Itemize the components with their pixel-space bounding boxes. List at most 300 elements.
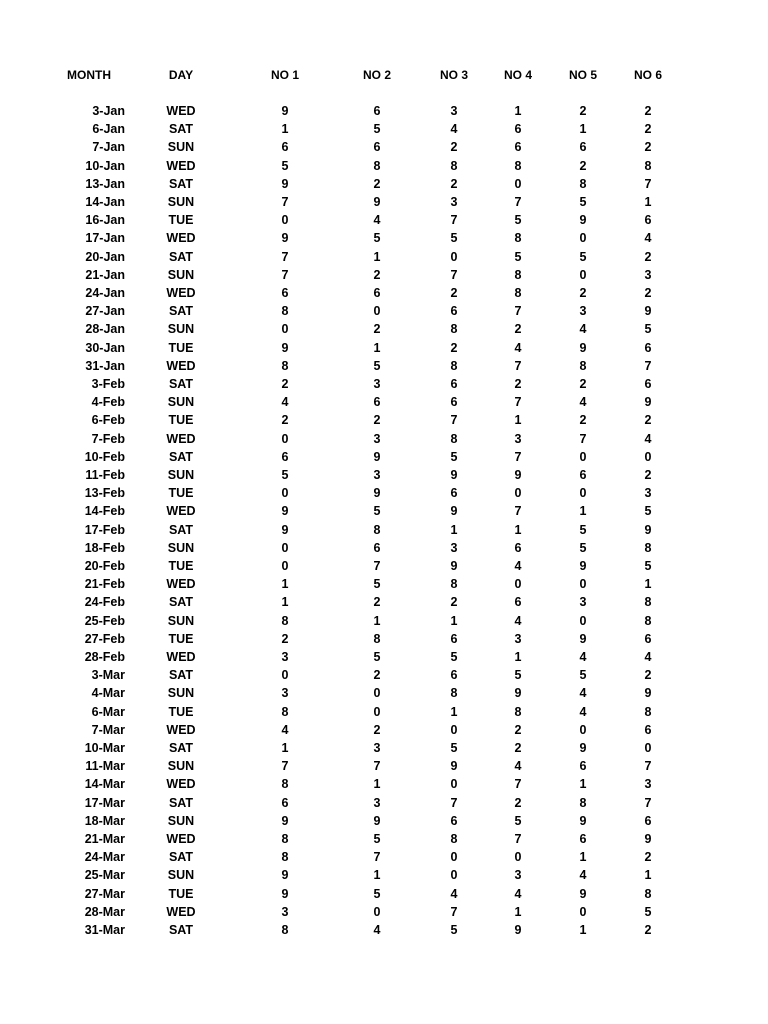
day-cell: WED — [166, 504, 196, 519]
no4-cell: 2 — [514, 722, 522, 737]
no6-cell: 7 — [644, 759, 652, 774]
no3-cell: 5 — [450, 231, 458, 246]
month-cell: 17-Mar — [84, 795, 125, 810]
header-month: MONTH — [67, 68, 111, 82]
no6-cell: 6 — [644, 631, 652, 646]
month-cell: 7-Mar — [91, 722, 125, 737]
no4-cell: 0 — [514, 486, 522, 501]
day-cell: SAT — [168, 795, 194, 810]
table-row — [0, 757, 768, 775]
month-cell: 17-Jan — [85, 231, 125, 246]
no2-cell: 9 — [373, 195, 381, 209]
no4-cell: 0 — [514, 577, 522, 592]
no3-cell: 0 — [450, 722, 458, 737]
no3-cell: 5 — [450, 449, 458, 464]
no2-cell: 6 — [373, 395, 381, 410]
no4-cell: 8 — [514, 286, 522, 300]
no4-cell: 9 — [514, 468, 522, 482]
no2-cell: 8 — [373, 631, 381, 646]
month-cell: 16-Jan — [85, 213, 125, 228]
day-cell: WED — [166, 650, 196, 664]
month-cell: 13-Feb — [84, 486, 125, 501]
no1-cell: 9 — [281, 104, 289, 118]
table-row — [0, 866, 768, 884]
month-cell: 6-Mar — [91, 704, 125, 719]
table-row — [0, 830, 768, 848]
no2-cell: 8 — [373, 522, 381, 537]
no5-cell: 8 — [579, 176, 587, 191]
no4-cell: 1 — [514, 904, 522, 919]
no6-cell: 1 — [644, 195, 652, 209]
no2-cell: 1 — [373, 340, 381, 355]
no4-cell: 2 — [514, 795, 522, 810]
no5-cell: 6 — [579, 140, 587, 155]
table-row — [0, 903, 768, 921]
no1-cell: 9 — [281, 522, 289, 537]
no5-cell: 6 — [579, 759, 587, 774]
day-cell: SUN — [167, 613, 195, 628]
day-cell: WED — [166, 358, 196, 373]
no3-cell: 3 — [450, 195, 458, 209]
no4-cell: 2 — [514, 322, 522, 337]
no6-cell: 4 — [644, 231, 652, 246]
no3-cell: 3 — [450, 104, 458, 118]
no2-cell: 2 — [373, 176, 381, 191]
no3-cell: 0 — [450, 868, 458, 883]
day-cell: WED — [166, 577, 196, 592]
no5-cell: 8 — [579, 795, 587, 810]
table-row — [0, 466, 768, 484]
no3-cell: 1 — [450, 522, 458, 537]
table-row — [0, 120, 768, 138]
no3-cell: 0 — [450, 850, 458, 865]
no4-cell: 4 — [514, 613, 522, 628]
no3-cell: 1 — [450, 704, 458, 719]
month-cell: 28-Jan — [85, 322, 125, 337]
table-row — [0, 211, 768, 229]
day-cell: SUN — [167, 686, 195, 701]
table-row — [0, 284, 768, 302]
no4-cell: 0 — [514, 850, 522, 865]
no2-cell: 2 — [373, 413, 381, 428]
month-cell: 11-Mar — [85, 759, 125, 774]
no3-cell: 8 — [450, 322, 458, 337]
month-cell: 30-Jan — [85, 340, 125, 355]
day-cell: SAT — [168, 304, 194, 319]
no1-cell: 8 — [281, 358, 289, 373]
header-no4: NO 4 — [503, 68, 532, 82]
table-row — [0, 339, 768, 357]
no6-cell: 5 — [644, 904, 652, 919]
no5-cell: 5 — [579, 195, 587, 209]
no4-cell: 4 — [514, 886, 522, 901]
table-row — [0, 248, 768, 266]
day-cell: TUE — [168, 413, 194, 428]
no5-cell: 2 — [579, 377, 587, 391]
no3-cell: 7 — [450, 267, 458, 282]
table-row — [0, 229, 768, 247]
no5-cell: 4 — [579, 322, 587, 337]
month-cell: 14-Feb — [84, 504, 125, 519]
day-cell: SUN — [167, 140, 195, 155]
no3-cell: 6 — [450, 304, 458, 319]
no4-cell: 9 — [514, 923, 522, 937]
no2-cell: 5 — [373, 231, 381, 246]
no5-cell: 4 — [579, 395, 587, 410]
no4-cell: 8 — [514, 231, 522, 246]
table-row — [0, 812, 768, 830]
no2-cell: 1 — [373, 777, 381, 792]
no6-cell: 8 — [644, 540, 652, 555]
header-day: DAY — [168, 68, 194, 82]
day-cell: SAT — [168, 449, 194, 464]
day-cell: WED — [166, 104, 196, 118]
no1-cell: 9 — [281, 886, 289, 901]
no5-cell: 9 — [579, 741, 587, 755]
month-cell: 4-Mar — [91, 686, 125, 701]
no6-cell: 2 — [644, 468, 652, 482]
no4-cell: 3 — [514, 868, 522, 883]
no1-cell: 7 — [281, 195, 289, 209]
no4-cell: 4 — [514, 340, 522, 355]
no5-cell: 4 — [579, 704, 587, 719]
day-cell: SUN — [167, 868, 195, 883]
no6-cell: 6 — [644, 722, 652, 737]
no6-cell: 9 — [644, 686, 652, 701]
no6-cell: 1 — [644, 868, 652, 883]
day-cell: SUN — [167, 759, 195, 774]
no2-cell: 3 — [373, 431, 381, 446]
no1-cell: 0 — [281, 668, 289, 683]
no3-cell: 8 — [450, 577, 458, 592]
month-cell: 20-Feb — [84, 559, 125, 573]
no2-cell: 0 — [373, 686, 381, 701]
month-cell: 13-Jan — [85, 176, 125, 191]
no1-cell: 8 — [281, 850, 289, 865]
no4-cell: 3 — [514, 431, 522, 446]
month-cell: 14-Mar — [84, 777, 125, 792]
no1-cell: 2 — [281, 413, 289, 428]
day-cell: TUE — [168, 486, 194, 501]
no5-cell: 1 — [579, 850, 587, 865]
no1-cell: 4 — [281, 395, 289, 410]
no5-cell: 2 — [579, 286, 587, 300]
day-cell: SAT — [168, 377, 194, 391]
day-cell: SAT — [168, 249, 194, 264]
no6-cell: 2 — [644, 413, 652, 428]
day-cell: TUE — [168, 886, 194, 901]
day-cell: TUE — [168, 559, 194, 573]
day-cell: SAT — [168, 176, 194, 191]
table-row — [0, 157, 768, 175]
no1-cell: 9 — [281, 176, 289, 191]
no6-cell: 2 — [644, 286, 652, 300]
no3-cell: 2 — [450, 595, 458, 610]
table-row — [0, 193, 768, 211]
no1-cell: 8 — [281, 704, 289, 719]
no4-cell: 1 — [514, 413, 522, 428]
month-cell: 3-Feb — [91, 377, 125, 391]
table-row — [0, 393, 768, 411]
no6-cell: 9 — [644, 304, 652, 319]
table-row — [0, 521, 768, 539]
month-cell: 17-Feb — [84, 522, 125, 537]
no1-cell: 9 — [281, 504, 289, 519]
month-cell: 21-Feb — [84, 577, 125, 592]
no2-cell: 5 — [373, 832, 381, 846]
no2-cell: 8 — [373, 158, 381, 173]
no2-cell: 3 — [373, 795, 381, 810]
no3-cell: 8 — [450, 832, 458, 846]
no2-cell: 6 — [373, 140, 381, 155]
no2-cell: 5 — [373, 886, 381, 901]
day-cell: SUN — [167, 395, 195, 410]
day-cell: SAT — [168, 668, 194, 683]
no4-cell: 8 — [514, 704, 522, 719]
no6-cell: 5 — [644, 559, 652, 573]
no6-cell: 8 — [644, 158, 652, 173]
month-cell: 27-Feb — [84, 631, 125, 646]
no3-cell: 4 — [450, 122, 458, 137]
no5-cell: 0 — [579, 613, 587, 628]
day-cell: TUE — [168, 213, 194, 228]
no1-cell: 0 — [281, 559, 289, 573]
no4-cell: 2 — [514, 741, 522, 755]
no6-cell: 5 — [644, 504, 652, 519]
no5-cell: 4 — [579, 650, 587, 664]
no3-cell: 1 — [450, 613, 458, 628]
no5-cell: 0 — [579, 577, 587, 592]
no1-cell: 2 — [281, 631, 289, 646]
no1-cell: 6 — [281, 795, 289, 810]
month-cell: 10-Feb — [84, 449, 125, 464]
no2-cell: 1 — [373, 249, 381, 264]
no5-cell: 7 — [579, 431, 587, 446]
month-cell: 28-Feb — [84, 650, 125, 664]
no2-cell: 5 — [373, 504, 381, 519]
month-cell: 21-Jan — [85, 267, 125, 282]
header-row — [0, 66, 768, 84]
month-cell: 27-Jan — [85, 304, 125, 319]
no1-cell: 0 — [281, 540, 289, 555]
day-cell: SAT — [168, 595, 194, 610]
no2-cell: 6 — [373, 104, 381, 118]
no3-cell: 9 — [450, 504, 458, 519]
month-cell: 10-Mar — [84, 741, 125, 755]
no3-cell: 5 — [450, 650, 458, 664]
no4-cell: 6 — [514, 540, 522, 555]
no6-cell: 0 — [644, 449, 652, 464]
no3-cell: 6 — [450, 668, 458, 683]
day-cell: SUN — [167, 468, 195, 482]
no2-cell: 3 — [373, 377, 381, 391]
header-no3: NO 3 — [439, 68, 468, 82]
no4-cell: 5 — [514, 213, 522, 228]
no1-cell: 8 — [281, 923, 289, 937]
no6-cell: 9 — [644, 522, 652, 537]
no2-cell: 3 — [373, 468, 381, 482]
header-no1: NO 1 — [270, 68, 299, 82]
no2-cell: 2 — [373, 722, 381, 737]
month-cell: 3-Jan — [92, 104, 125, 118]
day-cell: SUN — [167, 540, 195, 555]
no4-cell: 1 — [514, 522, 522, 537]
no1-cell: 0 — [281, 486, 289, 501]
no3-cell: 6 — [450, 486, 458, 501]
no3-cell: 6 — [450, 395, 458, 410]
table-row — [0, 320, 768, 338]
no5-cell: 3 — [579, 304, 587, 319]
day-cell: SUN — [167, 813, 195, 828]
table-row — [0, 775, 768, 793]
no5-cell: 1 — [579, 504, 587, 519]
no4-cell: 4 — [514, 759, 522, 774]
month-cell: 14-Jan — [85, 195, 125, 209]
no1-cell: 5 — [281, 468, 289, 482]
month-cell: 11-Feb — [85, 468, 125, 482]
no6-cell: 6 — [644, 813, 652, 828]
no3-cell: 9 — [450, 468, 458, 482]
no2-cell: 0 — [373, 704, 381, 719]
no4-cell: 7 — [514, 832, 522, 846]
table-row — [0, 448, 768, 466]
no2-cell: 1 — [373, 868, 381, 883]
month-cell: 24-Jan — [85, 286, 125, 300]
no1-cell: 4 — [281, 722, 289, 737]
month-cell: 20-Jan — [85, 249, 125, 264]
day-cell: SAT — [168, 741, 194, 755]
day-cell: TUE — [168, 631, 194, 646]
table-row — [0, 102, 768, 120]
no6-cell: 2 — [644, 850, 652, 865]
no2-cell: 4 — [373, 213, 381, 228]
no4-cell: 9 — [514, 686, 522, 701]
no2-cell: 0 — [373, 304, 381, 319]
no1-cell: 9 — [281, 868, 289, 883]
table-row — [0, 484, 768, 502]
no6-cell: 1 — [644, 577, 652, 592]
month-cell: 7-Feb — [91, 431, 125, 446]
no2-cell: 9 — [373, 486, 381, 501]
no1-cell: 6 — [281, 449, 289, 464]
no2-cell: 5 — [373, 358, 381, 373]
no6-cell: 8 — [644, 886, 652, 901]
no3-cell: 7 — [450, 413, 458, 428]
no2-cell: 3 — [373, 741, 381, 755]
no5-cell: 9 — [579, 559, 587, 573]
no5-cell: 4 — [579, 686, 587, 701]
no1-cell: 9 — [281, 340, 289, 355]
no6-cell: 8 — [644, 704, 652, 719]
no3-cell: 8 — [450, 358, 458, 373]
no1-cell: 3 — [281, 650, 289, 664]
no1-cell: 6 — [281, 286, 289, 300]
no5-cell: 9 — [579, 631, 587, 646]
month-cell: 6-Feb — [91, 413, 125, 428]
no4-cell: 1 — [514, 650, 522, 664]
day-cell: WED — [166, 904, 196, 919]
no6-cell: 5 — [644, 322, 652, 337]
table-row — [0, 648, 768, 666]
no1-cell: 0 — [281, 431, 289, 446]
table-row — [0, 411, 768, 429]
no6-cell: 7 — [644, 795, 652, 810]
no4-cell: 6 — [514, 122, 522, 137]
day-cell: SAT — [168, 923, 194, 937]
month-cell: 27-Mar — [84, 886, 125, 901]
no1-cell: 7 — [281, 759, 289, 774]
no4-cell: 5 — [514, 249, 522, 264]
no2-cell: 6 — [373, 286, 381, 300]
no3-cell: 7 — [450, 213, 458, 228]
table-row — [0, 375, 768, 393]
no1-cell: 0 — [281, 213, 289, 228]
no5-cell: 5 — [579, 540, 587, 555]
day-cell: SUN — [167, 322, 195, 337]
no3-cell: 4 — [450, 886, 458, 901]
no2-cell: 0 — [373, 904, 381, 919]
day-cell: WED — [166, 777, 196, 792]
month-cell: 25-Feb — [84, 613, 125, 628]
table-row — [0, 138, 768, 156]
no2-cell: 5 — [373, 650, 381, 664]
header-no2: NO 2 — [362, 68, 391, 82]
no1-cell: 0 — [281, 322, 289, 337]
day-cell: WED — [166, 832, 196, 846]
month-cell: 4-Feb — [91, 395, 125, 410]
table-row — [0, 848, 768, 866]
no3-cell: 0 — [450, 249, 458, 264]
no3-cell: 7 — [450, 795, 458, 810]
day-cell: SUN — [167, 195, 195, 209]
no4-cell: 2 — [514, 377, 522, 391]
no3-cell: 8 — [450, 686, 458, 701]
no4-cell: 5 — [514, 668, 522, 683]
month-cell: 6-Jan — [92, 122, 125, 137]
no3-cell: 0 — [450, 777, 458, 792]
no2-cell: 7 — [373, 850, 381, 865]
no5-cell: 4 — [579, 868, 587, 883]
no4-cell: 3 — [514, 631, 522, 646]
no2-cell: 9 — [373, 813, 381, 828]
no5-cell: 9 — [579, 213, 587, 228]
month-cell: 31-Jan — [85, 358, 125, 373]
no6-cell: 2 — [644, 104, 652, 118]
no5-cell: 5 — [579, 249, 587, 264]
table-row — [0, 721, 768, 739]
no6-cell: 2 — [644, 122, 652, 137]
no2-cell: 9 — [373, 449, 381, 464]
month-cell: 24-Mar — [84, 850, 125, 865]
month-cell: 31-Mar — [84, 923, 125, 937]
table-row — [0, 612, 768, 630]
month-cell: 18-Mar — [84, 813, 125, 828]
month-cell: 25-Mar — [84, 868, 125, 883]
month-cell: 28-Mar — [84, 904, 125, 919]
no1-cell: 7 — [281, 267, 289, 282]
no2-cell: 2 — [373, 668, 381, 683]
no5-cell: 9 — [579, 340, 587, 355]
day-cell: TUE — [168, 340, 194, 355]
no6-cell: 4 — [644, 431, 652, 446]
no1-cell: 9 — [281, 231, 289, 246]
no6-cell: 8 — [644, 613, 652, 628]
no6-cell: 0 — [644, 741, 652, 755]
no5-cell: 8 — [579, 358, 587, 373]
no4-cell: 4 — [514, 559, 522, 573]
no1-cell: 8 — [281, 613, 289, 628]
table-row — [0, 666, 768, 684]
